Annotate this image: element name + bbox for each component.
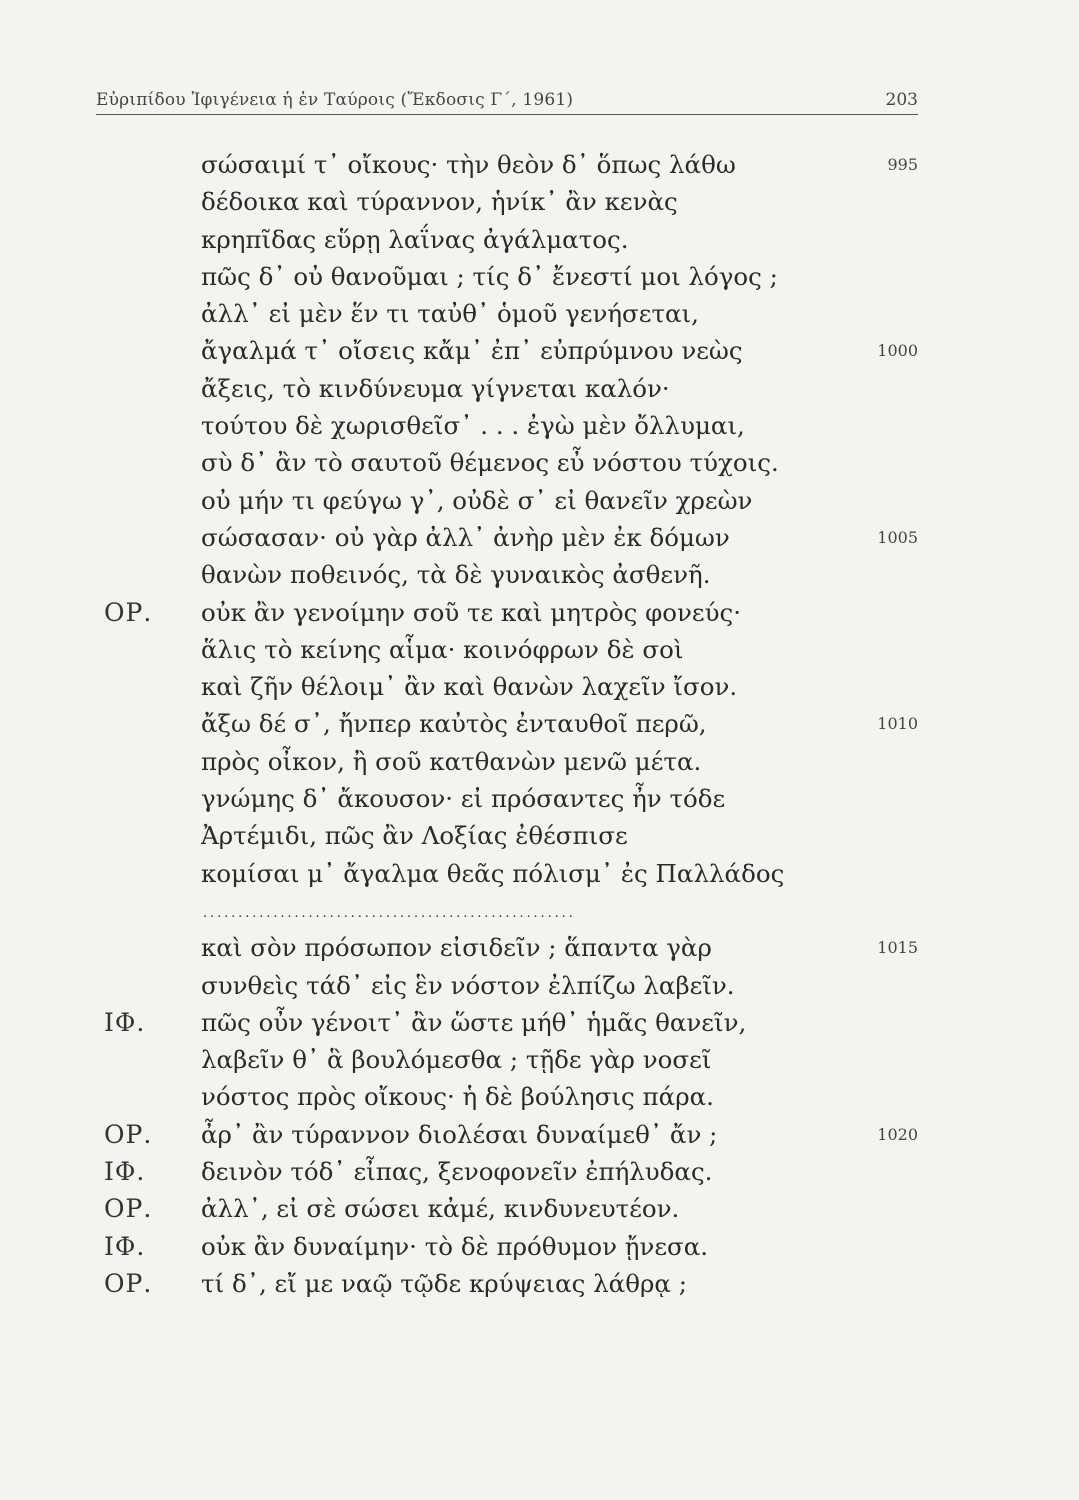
verse-line [0,221,1079,258]
verse-text: ἄγαλμά τ᾽ οἴσεις κἄμ᾽ ἐπ᾽ εὐπρύμνου νεὼς [201,336,743,366]
verse-line [0,146,1079,183]
line-number: 1005 [877,527,918,547]
verse-line [0,705,1079,742]
verse-text: συνθεὶς τάδ᾽ εἰς ἓν νόστον ἐλπίζω λαβεῖν. [201,970,735,1000]
speaker-label: ΙΦ. [104,1231,146,1261]
verse-block [0,146,1079,1302]
verse-line [0,743,1079,780]
verse-text: γνώμης δ᾽ ἄκουσον· εἰ πρόσαντες ἦν τόδε [201,784,726,814]
verse-line [0,183,1079,220]
lacuna-dots: ..................................................... [203,905,576,921]
verse-line [0,967,1079,1004]
verse-text: καὶ ζῆν θέλοιμ᾽ ἂν καὶ θανὼν λαχεῖν ἴσον. [201,672,738,702]
verse-line [0,407,1079,444]
verse-text: ἄξεις, τὸ κινδύνευμα γίγνεται καλόν· [201,373,670,403]
verse-text: τούτου δὲ χωρισθεῖσ᾽ . . . ἐγὼ μὲν ὄλλυμαι, [201,411,745,441]
verse-text: πῶς οὖν γένοιτ᾽ ἂν ὥστε μήθ᾽ ἡμᾶς θανεῖν, [201,1007,747,1037]
verse-text: νόστος πρὸς οἴκους· ἡ δὲ βούλησις πάρα. [201,1082,714,1112]
verse-text: θανὼν ποθεινός, τὰ δὲ γυναικὸς ἀσθενῆ. [201,560,711,590]
verse-line [0,668,1079,705]
verse-text: Ἀρτέμιδι, πῶς ἂν Λοξίας ἐθέσπισε [201,821,628,851]
verse-text: δεινὸν τόδ᾽ εἶπας, ξενοφονεῖν ἐπήλυδας. [201,1157,713,1187]
verse-line [0,1153,1079,1190]
verse-text: ἅλις τὸ κείνης αἷμα· κοινόφρων δὲ σοὶ [201,634,684,664]
line-number: 1000 [877,341,918,361]
verse-line [0,1190,1079,1227]
verse-line [0,370,1079,407]
verse-text: ἀλλ᾽, εἰ σὲ σώσει κἀμέ, κινδυνευτέον. [201,1194,680,1224]
line-number: 1015 [877,938,918,958]
verse-line [0,594,1079,631]
verse-line [0,1228,1079,1265]
verse-text: σὺ δ᾽ ἂν τὸ σαυτοῦ θέμενος εὖ νόστου τύχοις. [201,448,779,478]
verse-text: ἀλλ᾽ εἰ μὲν ἕν τι ταὐθ᾽ ὁμοῦ γενήσεται, [201,299,699,329]
verse-text: οὐκ ἂν δυναίμην· τὸ δὲ πρόθυμον ᾔνεσα. [201,1231,709,1261]
verse-text: δέδοικα καὶ τύραννον, ἡνίκ᾽ ἂν κενὰς [201,187,678,217]
speaker-label: ΟΡ. [104,1194,153,1224]
verse-text: πῶς δ᾽ οὐ θανοῦμαι ; τίς δ᾽ ἔνεστί μοι λόγος ; [201,261,778,291]
verse-text: καὶ σὸν πρόσωπον εἰσιδεῖν ; ἅπαντα γὰρ [201,933,712,963]
verse-line [0,817,1079,854]
verse-line [0,444,1079,481]
verse-line [0,332,1079,369]
verse-text: ἄξω δέ σ᾽, ἤνπερ καὐτὸς ἐνταυθοῖ περῶ, [201,709,707,739]
verse-line [0,482,1079,519]
verse-text: ἆρ᾽ ἂν τύραννον διολέσαι δυναίμεθ᾽ ἄν ; [201,1119,718,1149]
speaker-label: ΙΦ. [104,1007,146,1037]
page-number: 203 [885,90,918,110]
verse-line [0,855,1079,892]
verse-line [0,295,1079,332]
line-number: 1010 [877,714,918,734]
speaker-label: ΙΦ. [104,1157,146,1187]
verse-line [0,556,1079,593]
line-number: 1020 [877,1124,918,1144]
running-title: Εὐριπίδου Ἰφιγένεια ἡ ἐν Ταύροις (Ἔκδοσις Γ΄, 1961) [96,90,574,110]
verse-line [0,519,1079,556]
verse-line [0,1116,1079,1153]
page-header [96,84,918,115]
verse-line [0,1078,1079,1115]
verse-line [0,631,1079,668]
verse-line [0,929,1079,966]
verse-line [0,1265,1079,1302]
verse-line [0,780,1079,817]
verse-line [0,258,1079,295]
verse-line [0,1004,1079,1041]
verse-line [0,1041,1079,1078]
speaker-label: ΟΡ. [104,597,153,627]
verse-text: κομίσαι μ᾽ ἄγαλμα θεᾶς πόλισμ᾽ ἐς Παλλάδος [201,858,785,888]
speaker-label: ΟΡ. [104,1119,153,1149]
verse-text: οὐκ ἂν γενοίμην σοῦ τε καὶ μητρὸς φονεύς· [201,597,741,627]
lacuna-marker [0,892,1079,929]
verse-text: σώσαιμί τ᾽ οἴκους· τὴν θεὸν δ᾽ ὅπως λάθω [201,150,736,179]
line-number: 995 [887,155,918,174]
verse-text: οὐ μήν τι φεύγω γ᾽, οὐδὲ σ᾽ εἰ θανεῖν χρεὼν [201,485,753,515]
speaker-label: ΟΡ. [104,1268,153,1298]
verse-text: κρηπῖδας εὕρῃ λαΐνας ἀγάλματος. [201,224,629,254]
verse-text: λαβεῖν θ᾽ ἃ βουλόμεσθα ; τῇδε γὰρ νοσεῖ [201,1045,712,1075]
verse-text: πρὸς οἶκον, ἢ σοῦ κατθανὼν μενῶ μέτα. [201,746,702,776]
verse-text: σώσασαν· οὐ γὰρ ἀλλ᾽ ἀνὴρ μὲν ἐκ δόμων [201,522,730,552]
verse-text: τί δ᾽, εἴ με ναῷ τῷδε κρύψειας λάθρᾳ ; [201,1268,687,1298]
